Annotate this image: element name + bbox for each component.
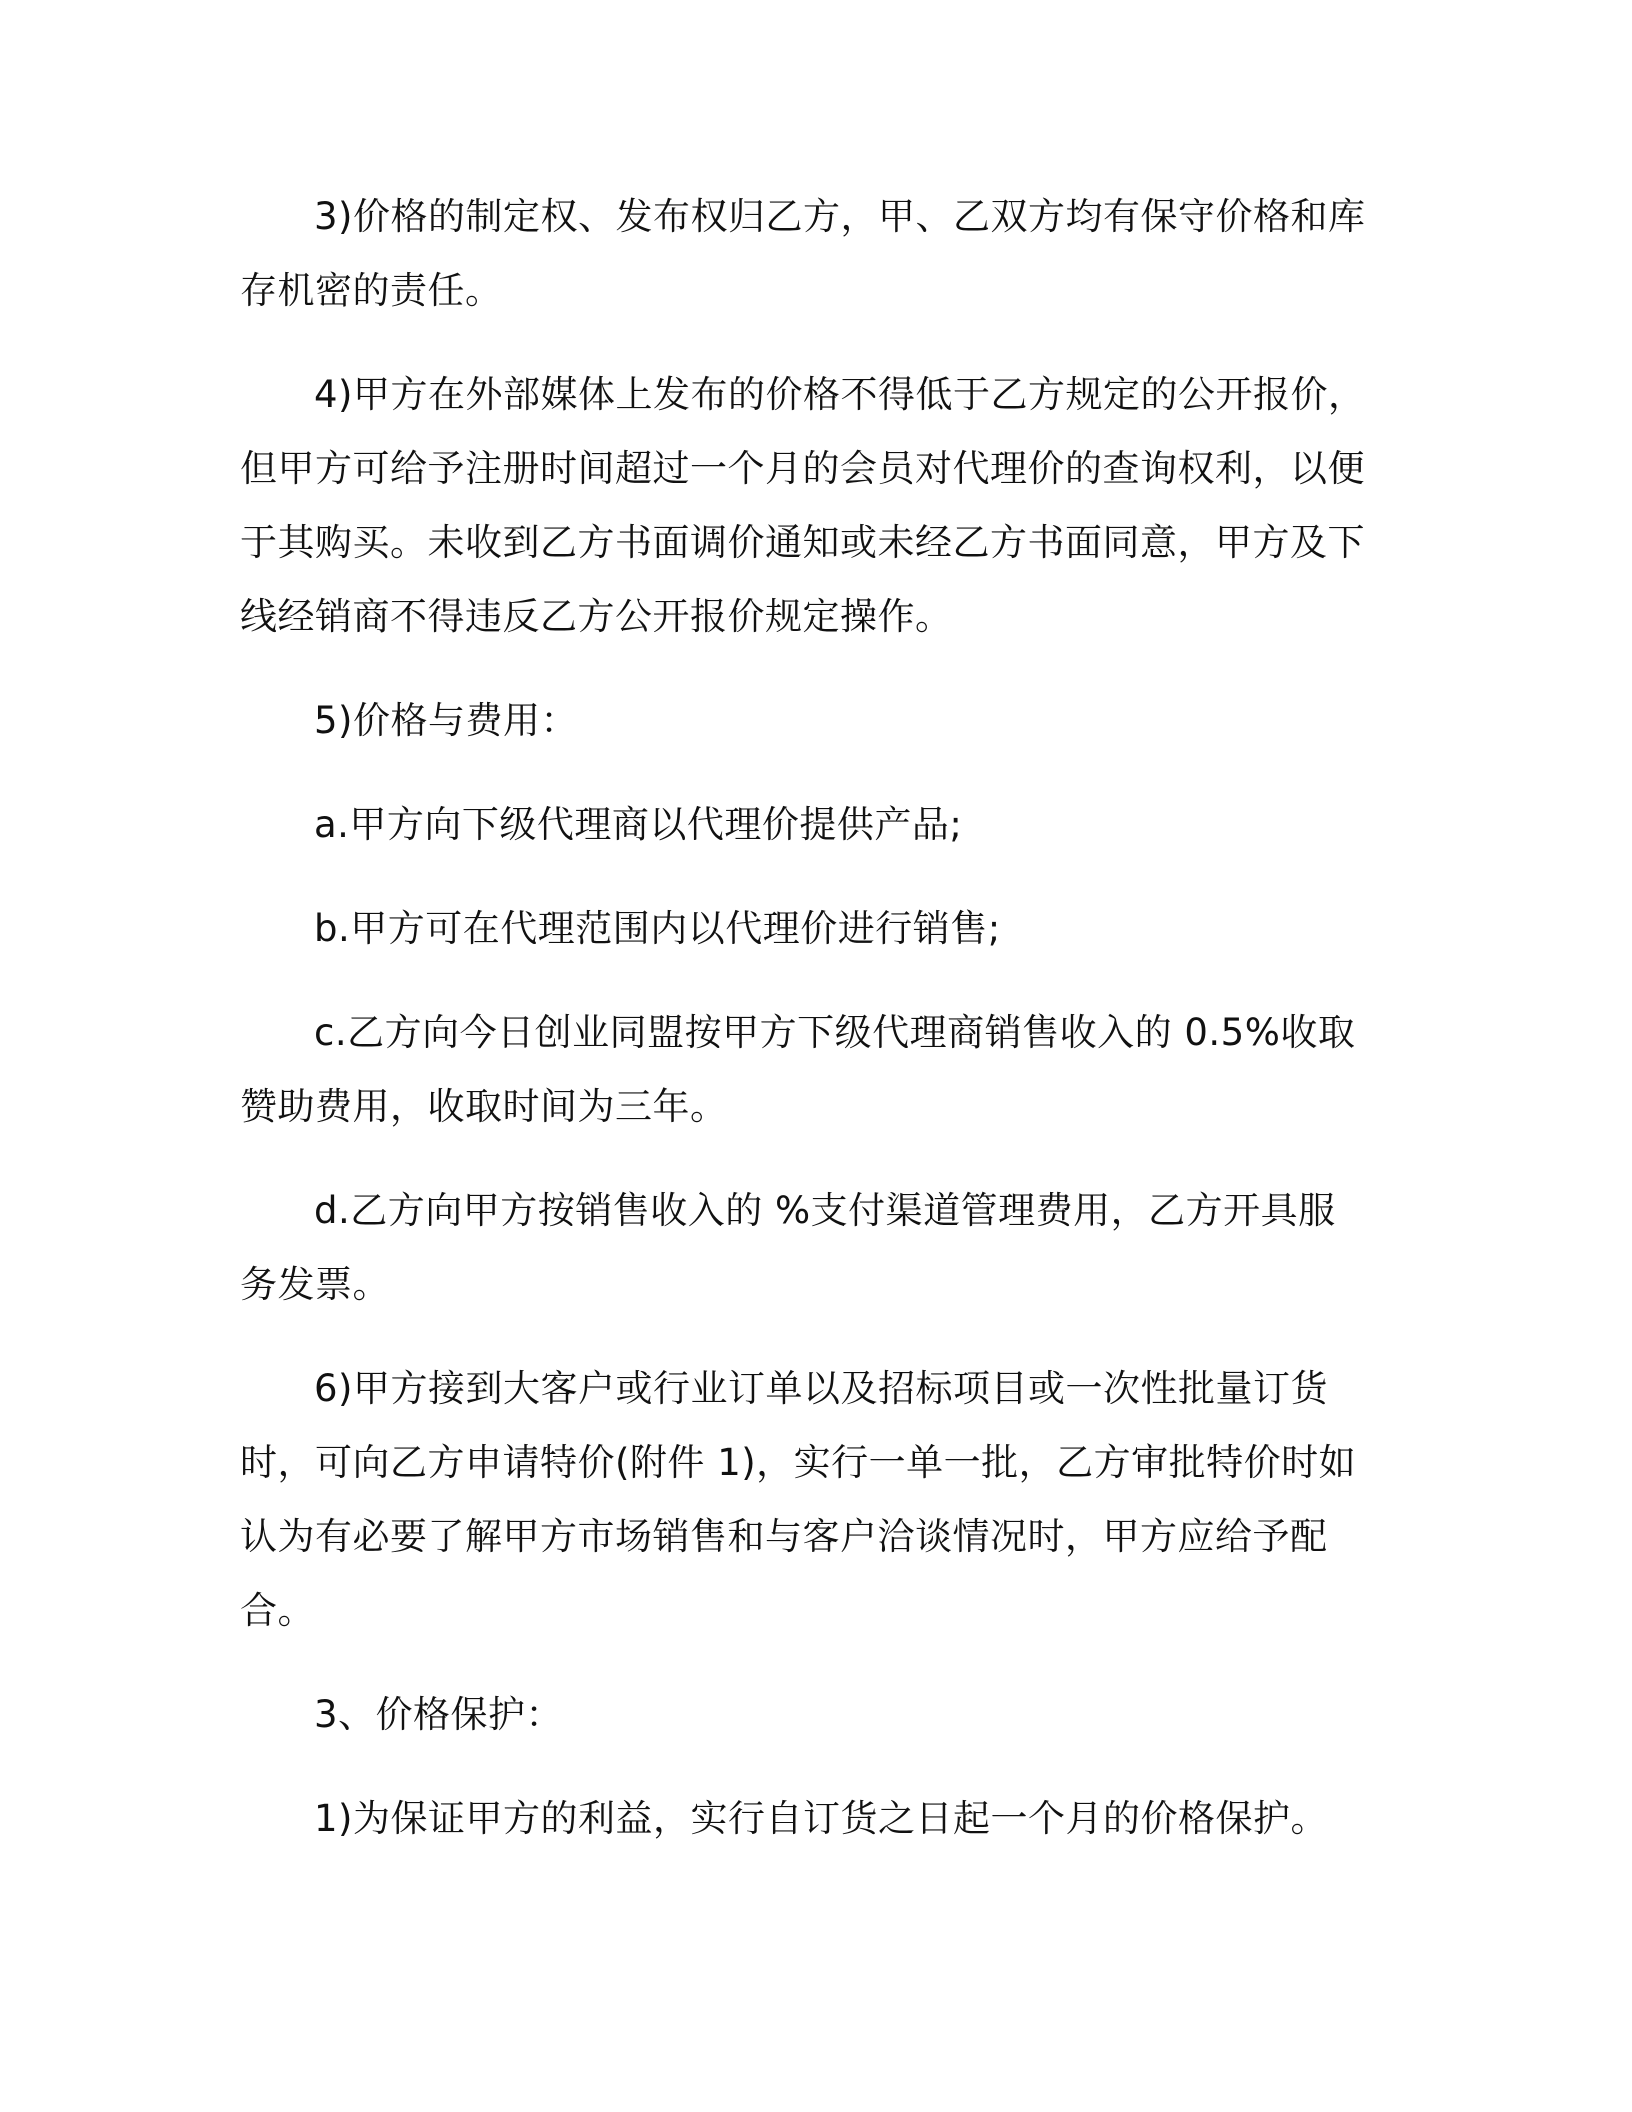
- section-3-price-protection: 3、价格保护：: [314, 1693, 564, 1736]
- clause-5b: b.甲方可在代理范围内以代理价进行销售;: [314, 907, 1001, 950]
- document-body: [240, 180, 1372, 1886]
- clause-5-price-and-fees: 5)价格与费用：: [314, 699, 578, 742]
- clause-5a: a.甲方向下级代理商以代理价提供产品;: [314, 803, 963, 846]
- clause-1-protection-period: 1)为保证甲方的利益，实行自订货之日起一个月的价格保护。: [314, 1797, 1328, 1840]
- clause-5d: d.乙方向甲方按销售收入的 %支付渠道管理费用，乙方开具服务发票。: [240, 1189, 1336, 1306]
- clause-5c: c.乙方向今日创业同盟按甲方下级代理商销售收入的 0.5%收取赞助费用，收取时间为三年。: [240, 1011, 1356, 1128]
- clause-3-price-rights: 3)价格的制定权、发布权归乙方，甲、乙双方均有保守价格和库存机密的责任。: [240, 195, 1366, 312]
- clause-4-publishing-price: 4)甲方在外部媒体上发布的价格不得低于乙方规定的公开报价，但甲方可给予注册时间超过一个月的会员对代理价的查询权利，以便于其购买。未收到乙方书面调价通知或未经乙方书面同意，甲方及下线经销商不得违反乙方公开报价规定操作。: [240, 373, 1366, 638]
- clause-6-special-price: 6)甲方接到大客户或行业订单以及招标项目或一次性批量订货时，可向乙方申请特价(附件 1)，实行一单一批，乙方审批特价时如认为有必要了解甲方市场销售和与客户洽谈情况时，甲方应给予配合。: [240, 1367, 1357, 1632]
